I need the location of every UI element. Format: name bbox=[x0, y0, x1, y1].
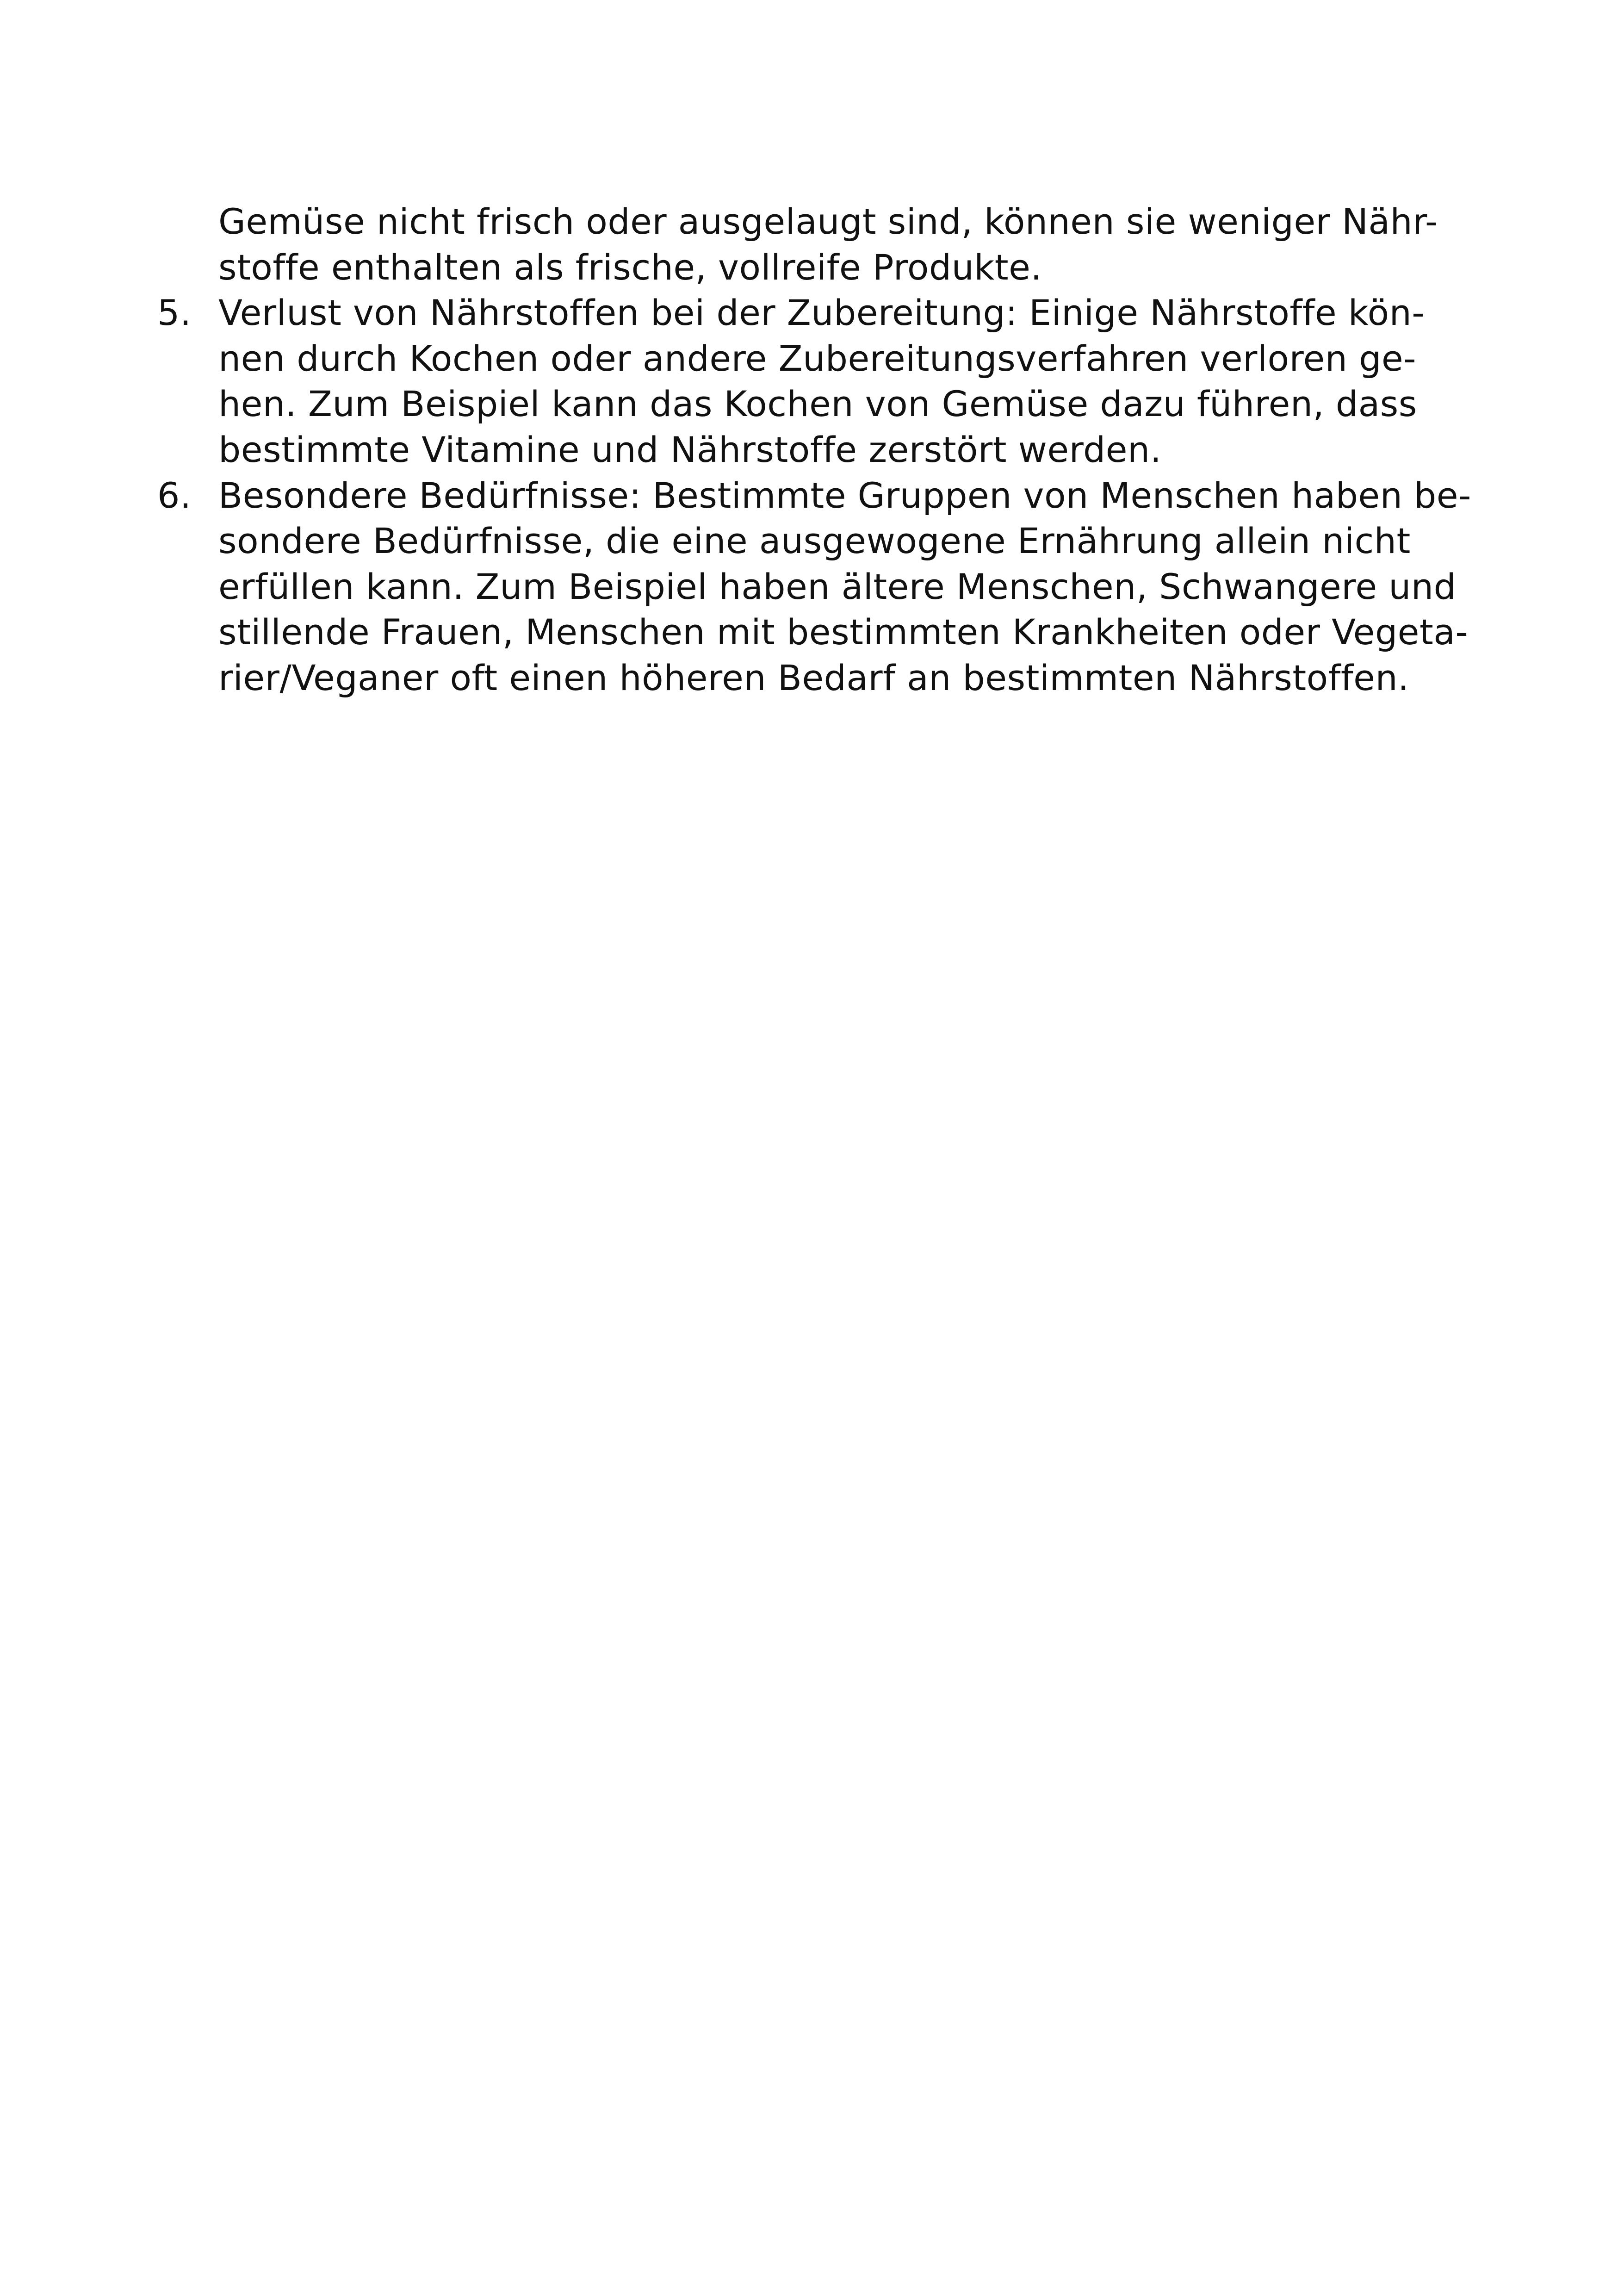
document-text-block bbox=[157, 199, 1481, 701]
text-line: Gemüse nicht frisch oder ausgelaugt sind, können sie weniger Nähr- bbox=[218, 201, 1438, 242]
text-line: stillende Frauen, Menschen mit bestimmten Krankheiten oder Vegeta- bbox=[218, 611, 1469, 653]
list-item-5 bbox=[157, 290, 1481, 473]
text-line: nen durch Kochen oder andere Zubereitungsverfahren verloren ge- bbox=[218, 337, 1417, 379]
text-line: stoffe enthalten als frische, vollreife Produkte. bbox=[218, 246, 1042, 288]
list-item-number: 5. bbox=[157, 292, 192, 334]
text-line: Verlust von Nährstoffen bei der Zubereitung: Einige Nährstoffe kön- bbox=[218, 292, 1425, 334]
list-item-number: 6. bbox=[157, 474, 192, 516]
list-item-continuation bbox=[157, 199, 1481, 290]
text-line: bestimmte Vitamine und Nährstoffe zerstört werden. bbox=[218, 429, 1162, 470]
text-line: Besondere Bedürfnisse: Bestimmte Gruppen von Menschen haben be- bbox=[218, 474, 1471, 516]
text-line: rier/Veganer oft einen höheren Bedarf an bestimmten Nährstoffen. bbox=[218, 657, 1409, 698]
list-item-6 bbox=[157, 473, 1481, 701]
text-line: erfüllen kann. Zum Beispiel haben ältere Menschen, Schwangere und bbox=[218, 566, 1457, 607]
text-line: sondere Bedürfnisse, die eine ausgewogene Ernährung allein nicht bbox=[218, 520, 1411, 562]
text-line: hen. Zum Beispiel kann das Kochen von Gemüse dazu führen, dass bbox=[218, 383, 1417, 425]
